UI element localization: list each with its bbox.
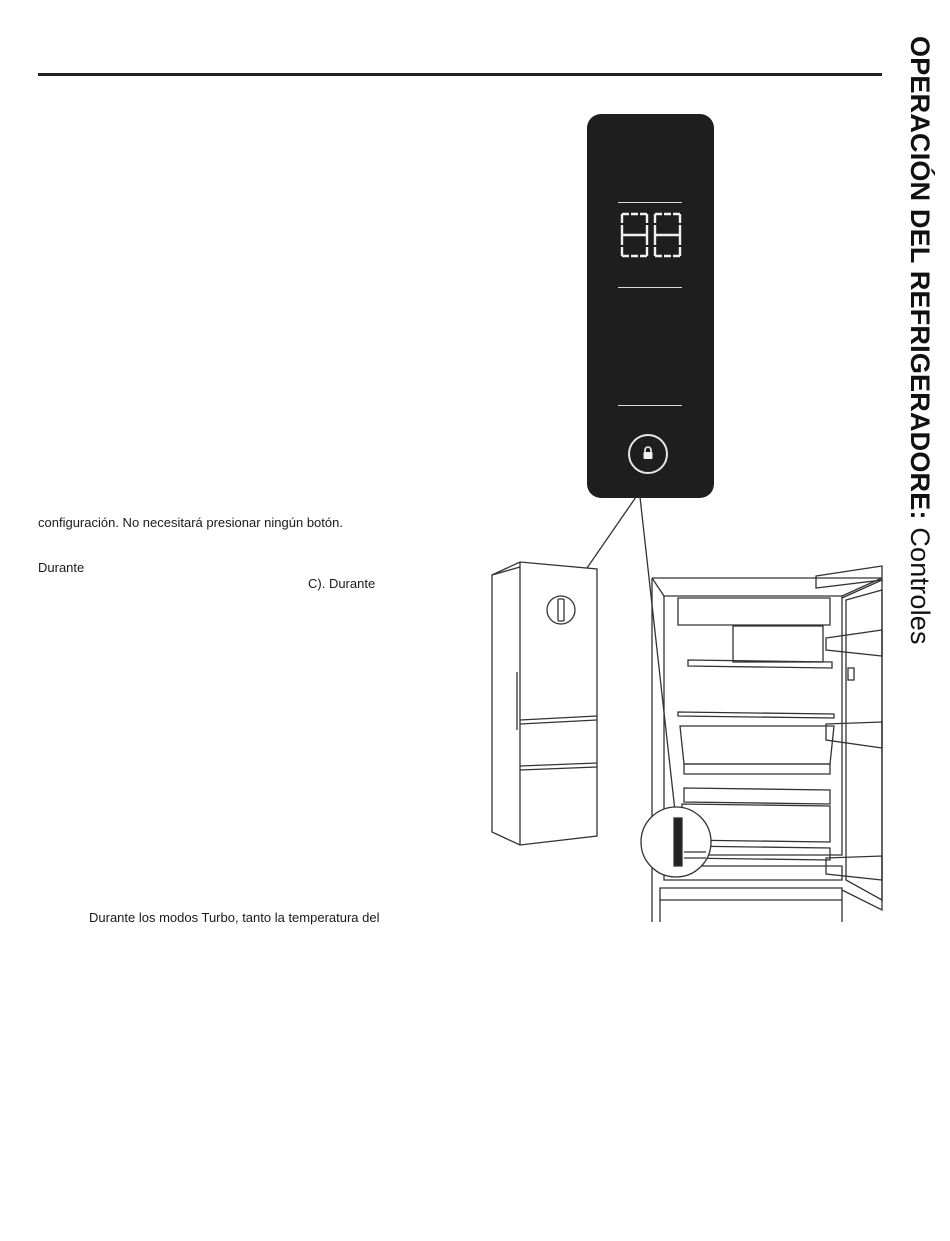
section-title-bold: OPERACIÓN DEL REFRIGERADORE: <box>905 36 935 520</box>
paragraph-c-durante: C). Durante <box>308 576 376 591</box>
section-title-thin: Controles <box>905 519 935 645</box>
paragraph-durante: Durante <box>38 560 85 575</box>
paragraph-modos-turbo: Durante los modos Turbo, tanto la temperatura del <box>89 910 380 925</box>
paragraph-configuracion: configuración. No necesitará presionar ningún botón. <box>38 515 343 530</box>
